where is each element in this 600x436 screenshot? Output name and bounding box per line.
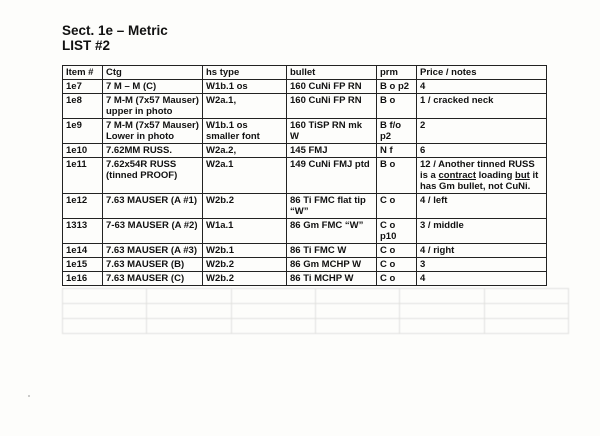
cell-ctg: 7-63 MAUSER (A #2) — [103, 219, 203, 244]
table-row — [63, 94, 547, 119]
cell-hs: W2a.1 — [203, 158, 287, 194]
list-subtitle: LIST #2 — [62, 38, 111, 53]
cell-hs: W2b.2 — [203, 258, 287, 272]
cell-prm: C o — [377, 244, 417, 258]
cell-notes: 6 — [417, 144, 547, 158]
cell-notes: 4 / right — [417, 244, 547, 258]
cell-hs: W1b.1 os smaller font — [203, 119, 287, 144]
table-row — [63, 80, 547, 94]
reverse-bleed-through — [62, 288, 569, 334]
cell-notes: 4 — [417, 80, 547, 94]
table-header-row — [63, 66, 547, 80]
column-header: bullet — [287, 66, 377, 80]
cell-prm: B o p2 — [377, 80, 417, 94]
cell-prm: B o — [377, 94, 417, 119]
table-row — [63, 158, 547, 194]
cell-prm: C o — [377, 258, 417, 272]
cell-hs: W1b.1 os — [203, 80, 287, 94]
cell-ctg: 7.62MM RUSS. — [103, 144, 203, 158]
cell-bullet: 145 FMJ — [287, 144, 377, 158]
cell-item: 1e11 — [63, 158, 103, 194]
cell-bullet: 149 CuNi FMJ ptd — [287, 158, 377, 194]
cell-bullet: 86 Gm FMC “W” — [287, 219, 377, 244]
cell-item: 1e12 — [63, 194, 103, 219]
cell-bullet: 160 CuNi FP RN — [287, 80, 377, 94]
cell-bullet: 160 TiSP RN mk W — [287, 119, 377, 144]
table-row — [63, 194, 547, 219]
table-row — [63, 258, 547, 272]
column-header: Item # — [63, 66, 103, 80]
column-header: Ctg — [103, 66, 203, 80]
cell-ctg: 7.63 MAUSER (C) — [103, 272, 203, 286]
page-title: Sect. 1e – Metric — [62, 23, 168, 38]
cell-notes: 3 / middle — [417, 219, 547, 244]
cell-prm: N f — [377, 144, 417, 158]
note-fragment: it has Gm bullet, not CuNi. — [420, 170, 539, 192]
cell-hs: W2b.2 — [203, 194, 287, 219]
cell-ctg: 7 M-M (7x57 Mauser) upper in photo — [103, 94, 203, 119]
cell-item: 1e14 — [63, 244, 103, 258]
cell-notes: 3 — [417, 258, 547, 272]
cell-ctg: 7.62x54R RUSS (tinned PROOF) — [103, 158, 203, 194]
column-header: Price / notes — [417, 66, 547, 80]
cell-item: 1e9 — [63, 119, 103, 144]
cell-prm: B f/o p2 — [377, 119, 417, 144]
inventory-table — [62, 65, 547, 286]
cell-bullet: 86 Ti FMC W — [287, 244, 377, 258]
cell-prm: B o — [377, 158, 417, 194]
cell-hs: W2b.1 — [203, 244, 287, 258]
cell-hs: W1a.1 — [203, 219, 287, 244]
paper-speck — [28, 395, 30, 397]
note-fragment: 12 / Another tinned RUSS is a — [420, 159, 535, 181]
cell-item: 1e10 — [63, 144, 103, 158]
column-header: prm — [377, 66, 417, 80]
cell-bullet: 160 CuNi FP RN — [287, 94, 377, 119]
cell-hs: W2a.2, — [203, 144, 287, 158]
note-fragment: contract — [438, 170, 476, 181]
column-header: hs type — [203, 66, 287, 80]
cell-notes: 4 — [417, 272, 547, 286]
note-fragment: loading — [475, 170, 516, 181]
cell-item: 1e16 — [63, 272, 103, 286]
table-row — [63, 219, 547, 244]
cell-notes — [417, 158, 547, 194]
cell-prm: C o — [377, 272, 417, 286]
cell-prm: C o — [377, 194, 417, 219]
cell-bullet: 86 Ti FMC flat tip “W” — [287, 194, 377, 219]
cell-ctg: 7.63 MAUSER (B) — [103, 258, 203, 272]
table-row — [63, 144, 547, 158]
table-row — [63, 272, 547, 286]
cell-ctg: 7 M-M (7x57 Mauser) Lower in photo — [103, 119, 203, 144]
cell-prm: C o p10 — [377, 219, 417, 244]
cell-notes: 1 / cracked neck — [417, 94, 547, 119]
cell-item: 1e7 — [63, 80, 103, 94]
cell-ctg: 7 M – M (C) — [103, 80, 203, 94]
cell-notes: 2 — [417, 119, 547, 144]
cell-item: 1e8 — [63, 94, 103, 119]
cell-hs: W2a.1, — [203, 94, 287, 119]
cell-item: 1e15 — [63, 258, 103, 272]
cell-hs: W2b.2 — [203, 272, 287, 286]
cell-ctg: 7.63 MAUSER (A #3) — [103, 244, 203, 258]
cell-notes: 4 / left — [417, 194, 547, 219]
table-row — [63, 244, 547, 258]
cell-bullet: 86 Gm MCHP W — [287, 258, 377, 272]
note-fragment: but — [515, 170, 530, 181]
table-row — [63, 119, 547, 144]
cell-bullet: 86 Ti MCHP W — [287, 272, 377, 286]
cell-ctg: 7.63 MAUSER (A #1) — [103, 194, 203, 219]
cell-item: 1313 — [63, 219, 103, 244]
